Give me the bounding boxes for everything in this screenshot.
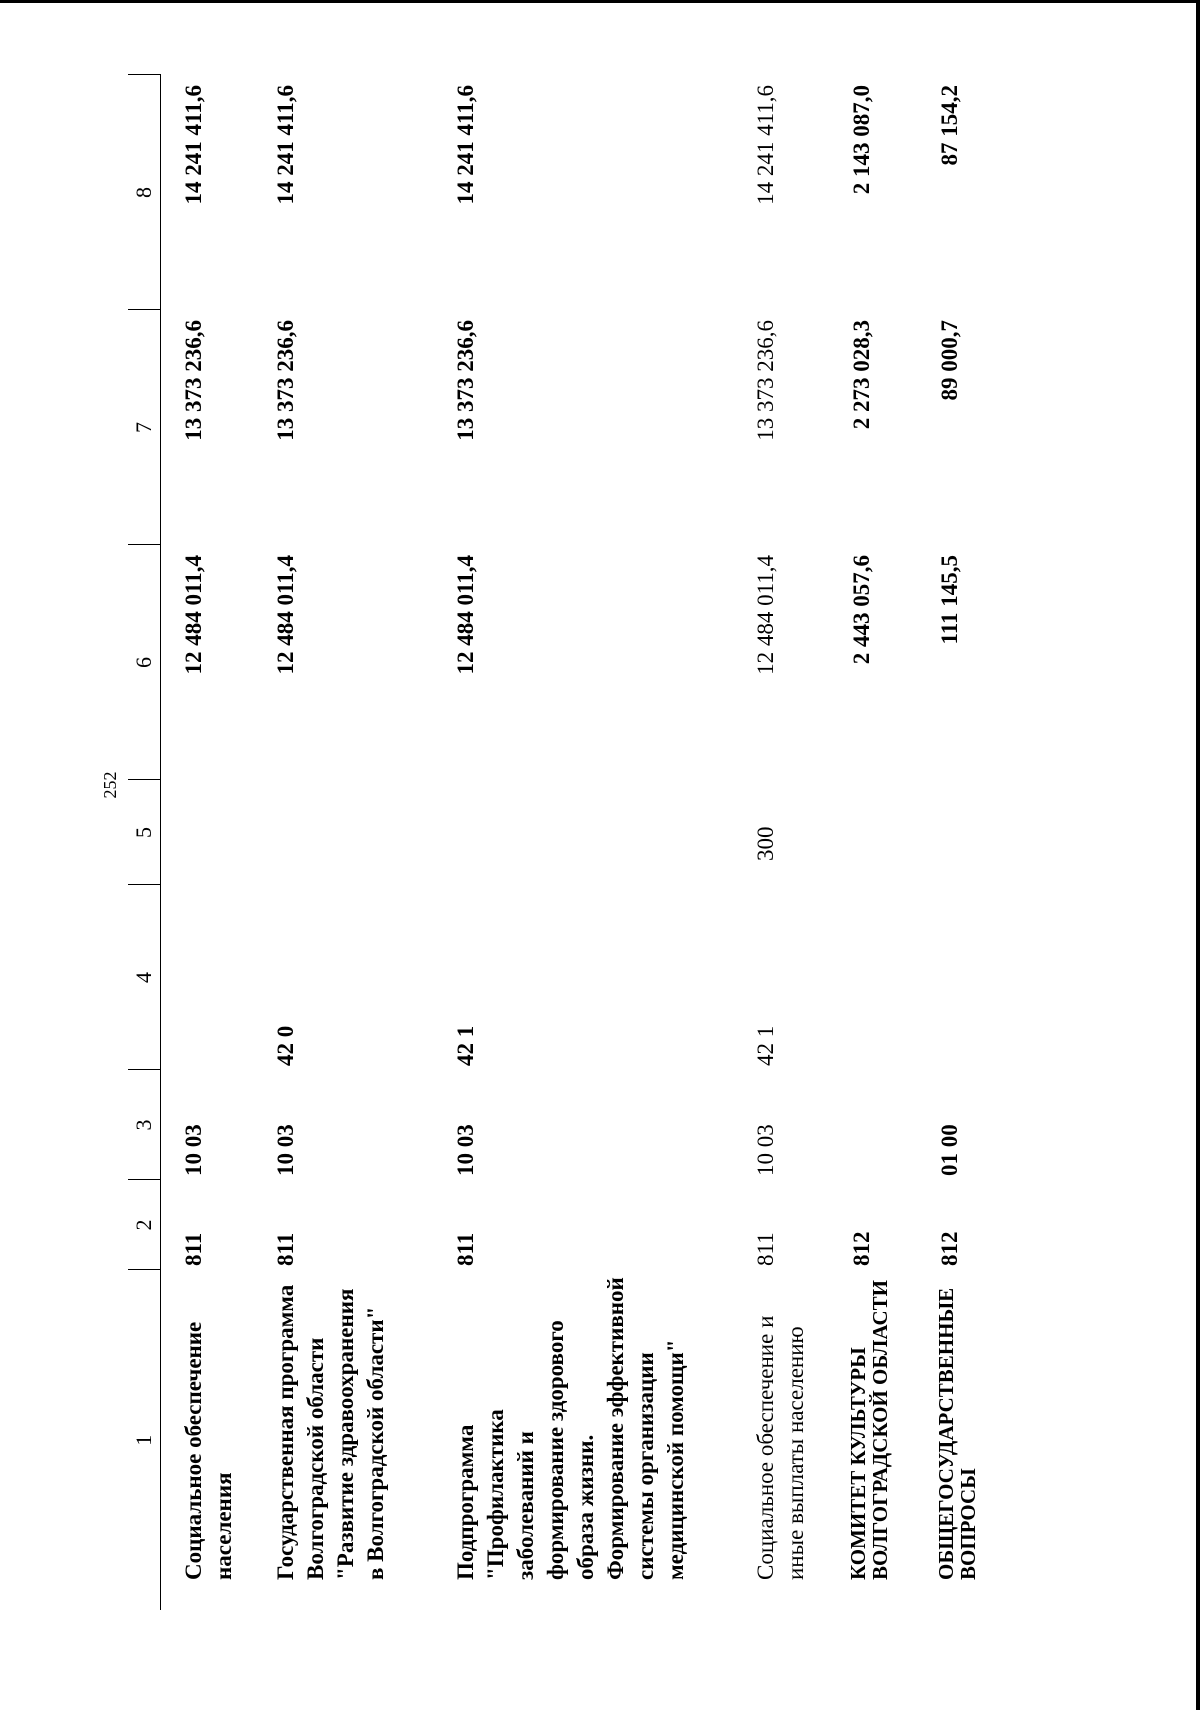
cell-ministry-code: 811 <box>452 1232 478 1266</box>
cell-amount-col8: 14 241 411,6 <box>452 85 478 205</box>
cell-ministry-code: 811 <box>272 1232 298 1266</box>
row-name: Государственная программа Волгоградской области "Развитие здравоохранения в Волгоградской области" <box>272 1284 388 1580</box>
cell-amount-col7: 13 373 236,6 <box>452 320 478 441</box>
cell-expense-type <box>433 780 733 885</box>
cell-ministry-code: 812 <box>848 1231 874 1266</box>
cell-amount-col7: 13 373 236,6 <box>181 320 206 441</box>
cell-expense-type <box>161 780 253 885</box>
rotated-table-sheet <box>128 75 1178 1610</box>
cell-ministry-code: 811 <box>752 1232 778 1266</box>
cell-amount-col8: 14 241 411,6 <box>752 85 778 205</box>
cell-expense-type <box>829 780 917 885</box>
column-header-1: 1 <box>128 1270 161 1610</box>
cell-section-code: 10 03 <box>452 1124 478 1176</box>
cell-section-code: 10 03 <box>181 1124 206 1176</box>
table-row <box>733 75 829 1610</box>
row-name: КОМИТЕТ КУЛЬТУРЫ ВОЛГОГРАДСКОЙ ОБЛАСТИ <box>845 1280 892 1580</box>
cell-amount-col6: 2 443 057,6 <box>848 555 874 665</box>
cell-amount-col8: 87 154,2 <box>936 85 962 166</box>
cell-ministry-code: 811 <box>181 1232 206 1266</box>
page-top-edge <box>0 0 1200 3</box>
table-row <box>829 75 917 1610</box>
cell-expense-type <box>917 780 997 885</box>
cell-amount-col6: 111 145,5 <box>936 555 962 645</box>
table-row <box>253 75 433 1610</box>
cell-amount-col8: 14 241 411,6 <box>272 85 298 205</box>
column-header-6: 6 <box>128 545 161 780</box>
table-row <box>433 75 733 1610</box>
cell-program-code: 42 1 <box>452 1025 478 1066</box>
cell-expense-type <box>253 780 433 885</box>
page-number: 252 <box>100 771 120 799</box>
column-header-3: 3 <box>128 1070 161 1180</box>
cell-amount-col7: 13 373 236,6 <box>272 320 298 441</box>
cell-section-code: 01 00 <box>936 1124 962 1176</box>
cell-amount-col8: 14 241 411,6 <box>181 85 206 205</box>
column-header-4: 4 <box>128 885 161 1070</box>
header-row <box>128 75 161 1610</box>
cell-amount-col6: 12 484 011,4 <box>272 555 298 675</box>
column-header-5: 5 <box>128 780 161 885</box>
cell-amount-col7: 89 000,7 <box>936 320 962 401</box>
row-name: Подпрограмма "Профилактика заболеваний и формирование здорового образа жизни. Формирование эффективной системы организации медицинской помощи" <box>452 1277 688 1580</box>
cell-program-code <box>829 885 917 1070</box>
cell-amount-col7: 2 273 028,3 <box>848 320 874 430</box>
cell-program-code: 42 0 <box>272 1025 298 1066</box>
cell-ministry-code: 812 <box>936 1231 962 1266</box>
page-right-edge <box>1196 0 1200 1710</box>
budget-table <box>128 75 997 1611</box>
cell-amount-col6: 12 484 011,4 <box>752 555 778 675</box>
cell-program-code <box>917 885 997 1070</box>
column-header-8: 8 <box>128 75 161 310</box>
cell-section-code <box>829 1070 917 1180</box>
cell-program-code: 42 1 <box>752 1025 778 1066</box>
column-header-7: 7 <box>128 310 161 545</box>
cell-expense-type: 300 <box>752 826 778 861</box>
cell-amount-col6: 12 484 011,4 <box>452 555 478 675</box>
row-name: Социальное обеспечение и иные выплаты населению <box>752 1315 808 1580</box>
table-row <box>161 75 253 1610</box>
cell-amount-col8: 2 143 087,0 <box>848 85 874 195</box>
cell-amount-col6: 12 484 011,4 <box>181 555 206 675</box>
row-name: ОБЩЕГОСУДАРСТВЕННЫЕ ВОПРОСЫ <box>933 1287 980 1580</box>
column-header-2: 2 <box>128 1180 161 1270</box>
cell-section-code: 10 03 <box>752 1124 778 1176</box>
cell-amount-col7: 13 373 236,6 <box>752 320 778 441</box>
row-name: Социальное обеспечение населения <box>181 1321 236 1580</box>
table-row <box>917 75 997 1610</box>
cell-program-code <box>161 885 253 1070</box>
cell-section-code: 10 03 <box>272 1124 298 1176</box>
